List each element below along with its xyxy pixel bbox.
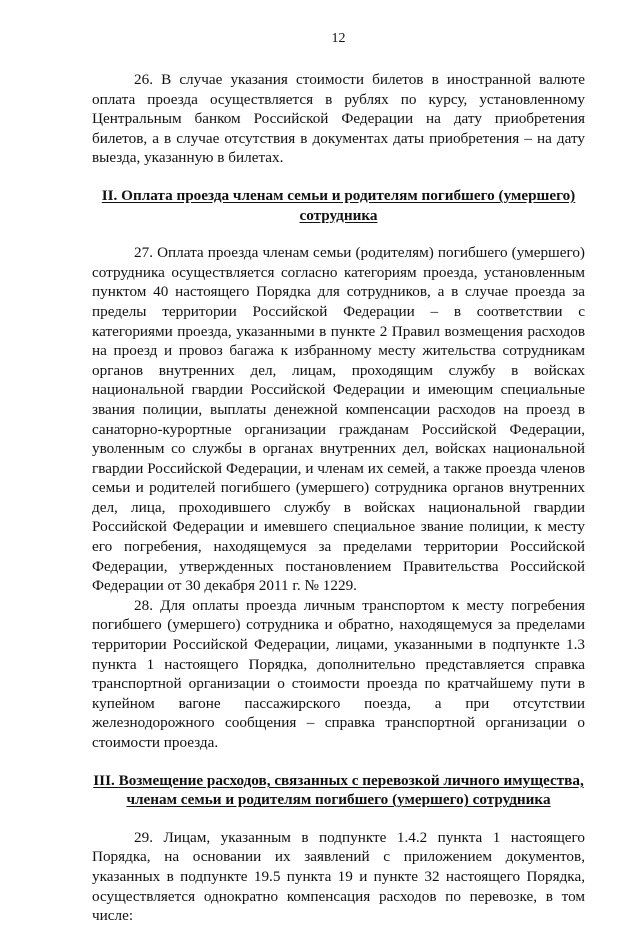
section-title-2-line1: II. Оплата проезда членам семьи и родителям погибшего (умершего) xyxy=(101,186,576,204)
paragraph-26: 26. В случае указания стоимости билетов в иностранной валюте оплата проезда осуществляется в рублях по курсу, установленному Центральным банком Российской Федерации на дату приобретения билетов, а в случае отсутствия в документах даты приобретения – на дату выезда, указанную в билетах. xyxy=(92,71,585,167)
paragraph-28: 28. Для оплаты проезда личным транспортом к месту погребения погибшего (умершего) сотрудника и обратно, находящемуся за пределами территории Российской Федерации, лицами, указанными в подпункте 1.3 пункта 1 настоящего Порядка, дополнительно представляется справка транспортной организации о стоимости проезда по кратчайшему пути в купейном вагоне пассажирского поезда, а при отсутствии железнодорожного сообщения – справка транспортной организации о стоимости проезда. xyxy=(92,596,585,751)
section-title-3-line1: III. Возмещение расходов, связанных с перевозкой личного имущества, xyxy=(93,771,584,789)
paragraph-27: 27. Оплата проезда членам семьи (родителям) погибшего (умершего) сотрудника осуществляется согласно категориям проезда, установленным пунктом 40 настоящего Порядка для сотрудников, а в случае проезда за пределы территории Российской Федерации – в соответствии с категориями проезда, указанными в пункте 2 Правил возмещения расходов на проезд и провоз багажа к избранному месту жительства сотрудникам органов внутренних дел, лицам, проходящим службу в войсках национальной гвардии Российской Федерации и имеющим специальные звания полиции, выплаты денежной компенсации расходов на проезд в санаторно-курортные организации гражданам Российской Федерации, уволенным со службы в органах внутренних дел, войсках национальной гвардии Российской Федерации, и членам их семей, а также проезда членов семьи и родителей погибшего (умершего) сотрудника органов внутренних дел, лица, проходившего службу в войсках национальной гвардии Российской Федерации и имевшего специальное звание полиции, к месту его погребения, находящемуся за пределами территории Российской Федерации, утвержденных постановлением Правительства Российской Федерации от 30 декабря 2011 г. № 1229. xyxy=(92,244,585,595)
paragraph-29: 29. Лицам, указанным в подпункте 1.4.2 пункта 1 настоящего Порядка, на основании их заявлений с приложением документов, указанных в подпункте 19.5 пункта 19 и пункте 32 настоящего Порядка, осуществляется однократно компенсация расходов по перевозке, в том числе: xyxy=(92,828,585,925)
section-title-2 xyxy=(92,186,585,225)
section-title-2-line2: сотрудника xyxy=(299,206,378,224)
section-title-3-line2: членам семьи и родителям погибшего (умершего) сотрудника xyxy=(126,791,551,809)
page-number: 12 xyxy=(331,31,346,46)
section-title-3 xyxy=(92,771,585,810)
